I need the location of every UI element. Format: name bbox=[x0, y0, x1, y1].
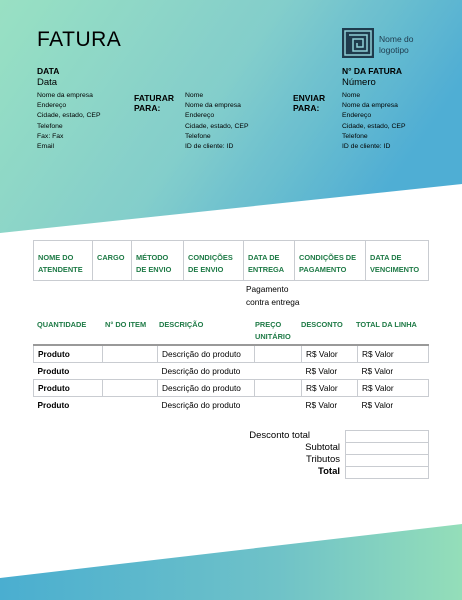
payment-terms-value: Pagamento contra entrega bbox=[246, 284, 300, 307]
ship-to-name: Nome bbox=[342, 92, 361, 99]
invoice-number-label: N° DA FATURA bbox=[342, 66, 403, 76]
header-item-number: N° DO ITEM bbox=[105, 320, 147, 329]
date-value: Data bbox=[37, 77, 58, 88]
invoice-number-value: Número bbox=[342, 77, 376, 88]
ship-to-city: Cidade, estado, CEP bbox=[342, 122, 406, 130]
company-info bbox=[37, 91, 100, 152]
header-due-date: DATA DE VENCIMENTO bbox=[366, 241, 429, 281]
header-unit-price: PREÇO UNITÁRIO bbox=[255, 320, 291, 341]
ship-to-address: Endereço bbox=[342, 112, 372, 120]
header-discount: DESCONTO bbox=[301, 320, 343, 329]
header-line-total: TOTAL DA LINHA bbox=[356, 320, 417, 329]
company-address: Endereço bbox=[37, 102, 67, 110]
ship-to-info bbox=[342, 91, 405, 152]
ship-to-phone: Telefone bbox=[342, 132, 368, 140]
shipping-details-table bbox=[33, 240, 429, 281]
bill-to-city: Cidade, estado, CEP bbox=[185, 122, 249, 130]
total-field[interactable] bbox=[345, 466, 429, 479]
company-phone: Telefone bbox=[37, 122, 63, 130]
company-name: Nome da empresa bbox=[37, 92, 93, 99]
date-label: DATA bbox=[37, 66, 60, 76]
bill-to-address: Endereço bbox=[185, 112, 215, 120]
bill-to-info bbox=[185, 91, 248, 152]
items-header bbox=[33, 319, 429, 343]
subtotal-label: Subtotal bbox=[305, 442, 340, 453]
header-role: CARGO bbox=[93, 241, 132, 281]
header-delivery-date: DATA DE ENTREGA bbox=[244, 241, 295, 281]
company-city: Cidade, estado, CEP bbox=[37, 112, 101, 120]
ship-to-label: ENVIAR PARA: bbox=[293, 93, 326, 113]
company-fax: Fax: Fax bbox=[37, 132, 64, 140]
bill-to-name: Nome bbox=[185, 92, 204, 99]
bill-to-company: Nome da empresa bbox=[185, 102, 241, 110]
invoice-title: FATURA bbox=[37, 28, 122, 51]
logo-placeholder-text: Nome do logotipo bbox=[379, 34, 414, 55]
shipping-header-row bbox=[34, 241, 429, 281]
table-row: Produto Descrição do produto R$ Valor R$ Valor bbox=[34, 345, 429, 363]
table-row: Produto Descrição do produto R$ Valor R$ Valor bbox=[34, 380, 429, 397]
header-shipping-method: MÉTODO DE ENVIO bbox=[132, 241, 184, 281]
taxes-label: Tributos bbox=[306, 454, 340, 465]
bill-to-client-id: ID de cliente: ID bbox=[185, 143, 234, 151]
header-payment-terms: CONDIÇÕES DE PAGAMENTO bbox=[295, 241, 366, 281]
table-row: Produto Descrição do produto R$ Valor R$ Valor bbox=[37, 400, 394, 410]
header-attendant: NOME DO ATENDENTE bbox=[34, 241, 93, 281]
bill-to-phone: Telefone bbox=[185, 132, 211, 140]
total-label: Total bbox=[318, 466, 340, 477]
items-table bbox=[33, 344, 429, 413]
header-shipping-terms: CONDIÇÕES DE ENVIO bbox=[184, 241, 244, 281]
maze-logo-icon bbox=[342, 28, 374, 58]
footer-gradient-background bbox=[0, 520, 462, 600]
total-discount-label: Desconto total bbox=[249, 430, 310, 441]
bill-to-label: FATURAR PARA: bbox=[134, 93, 174, 113]
header-description: DESCRIÇÃO bbox=[159, 320, 204, 329]
table-row: Produto Descrição do produto R$ Valor R$ Valor bbox=[37, 366, 394, 376]
ship-to-client-id: ID de cliente: ID bbox=[342, 143, 391, 151]
company-email: Email bbox=[37, 143, 54, 151]
ship-to-company: Nome da empresa bbox=[342, 102, 398, 110]
header-quantity: QUANTIDADE bbox=[37, 320, 87, 329]
